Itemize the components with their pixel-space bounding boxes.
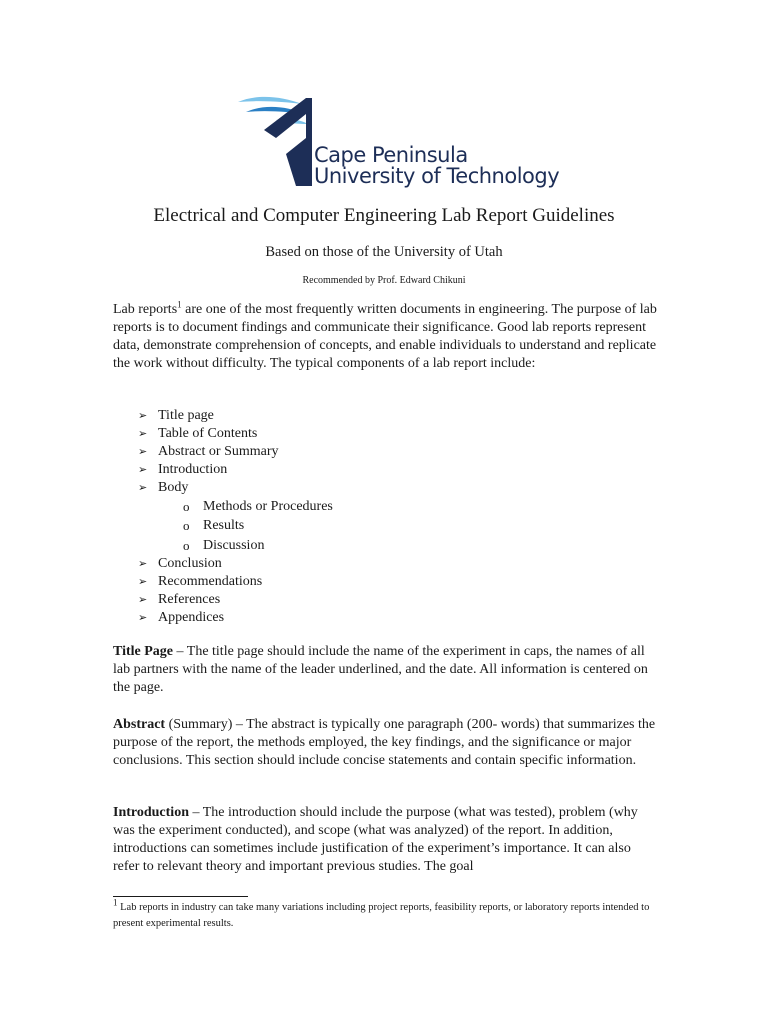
title-page-section: Title Page – The title page should include the name of the experiment in caps, the names of all lab partners with the name of the leader underlined, and the date. All information is centered on the page. [113, 644, 648, 695]
arrow-bullet-icon: ➢ [138, 611, 148, 624]
logo-text-line2: University of Technology [314, 164, 560, 188]
arrow-bullet-icon: ➢ [138, 575, 148, 588]
list-item: ➢ Table of Contents [138, 426, 258, 441]
arrow-bullet-icon: ➢ [138, 428, 148, 440]
sublist-item: o Methods or Procedures [138, 497, 333, 516]
intro-paragraph: Lab reports$^1$ are one of the most frequently written documents in engineering. The purpose of lab reports is to document findings and communicate their significance. Good lab reports represent data, demonstrate comprehension of concepts, and enable individuals to understand and replicate the work without difficulty. The typical components of a lab report include: [113, 299, 657, 371]
arrow-bullet-icon: ➢ [138, 410, 148, 422]
list-item: ➢ Abstract or Summary [138, 444, 279, 459]
arrow-bullet-icon: ➢ [138, 482, 148, 494]
list-item: ➢ Recommendations [138, 573, 263, 589]
circle-bullet-icon: o [183, 499, 190, 514]
arrow-bullet-icon: ➢ [138, 464, 148, 476]
document-title: Electrical and Computer Engineering Lab Report Guidelines [153, 205, 615, 226]
circle-bullet-icon: o [183, 518, 190, 534]
footnote-reference[interactable]: 1 [177, 299, 182, 310]
list-item: ➢ Body [138, 480, 189, 495]
section-heading: Introduction [113, 805, 189, 820]
circle-bullet-icon: o [183, 537, 190, 553]
sublist-item: o Results [138, 516, 333, 535]
components-list [138, 407, 333, 627]
list-item: ➢ Introduction [138, 462, 228, 477]
recommended-by: Recommended by Prof. Edward Chikuni [302, 275, 466, 286]
list-item: ➢ Appendices [138, 609, 225, 625]
abstract-section: Abstract (Summary) – The abstract is typically one paragraph (200- words) that summarizes the purpose of the report, the methods employed, the key findings, and the significance or major conclusions. This section should include concise statements and contain specific information. [113, 717, 656, 768]
list-item: ➢ Conclusion [138, 555, 222, 571]
logo-text-line1: Cape Peninsula [314, 143, 468, 167]
introduction-section: Introduction – The introduction should include the purpose (what was tested), problem (why was the experiment conducted), and scope (what was analyzed) of the report. In addition, introductions can sometimes include justification of the experiment’s importance. It can also refer to relevant theory and important previous studies. The goal [113, 805, 638, 874]
footnote-divider [113, 896, 248, 897]
footnote: $^1$ Lab reports in industry can take many variations including project reports, feasibility reports, or laboratory reports intended to present experimental results. [113, 897, 650, 929]
arrow-bullet-icon: ➢ [138, 557, 148, 570]
section-heading: Title Page [113, 644, 174, 659]
arrow-bullet-icon: ➢ [138, 446, 148, 458]
list-item: ➢ Title page [138, 408, 214, 423]
cput-logo [236, 94, 560, 190]
body-sublist-container [138, 497, 333, 555]
sublist-item: o Discussion [138, 536, 333, 555]
list-item: ➢ References [138, 591, 221, 607]
body-sublist [138, 497, 333, 555]
section-heading: Abstract [113, 717, 166, 732]
document-subtitle: Based on those of the University of Utah [265, 244, 503, 260]
footnote-mark: 1 [113, 897, 118, 908]
arrow-bullet-icon: ➢ [138, 593, 148, 606]
cput-emblem-icon [236, 94, 316, 190]
